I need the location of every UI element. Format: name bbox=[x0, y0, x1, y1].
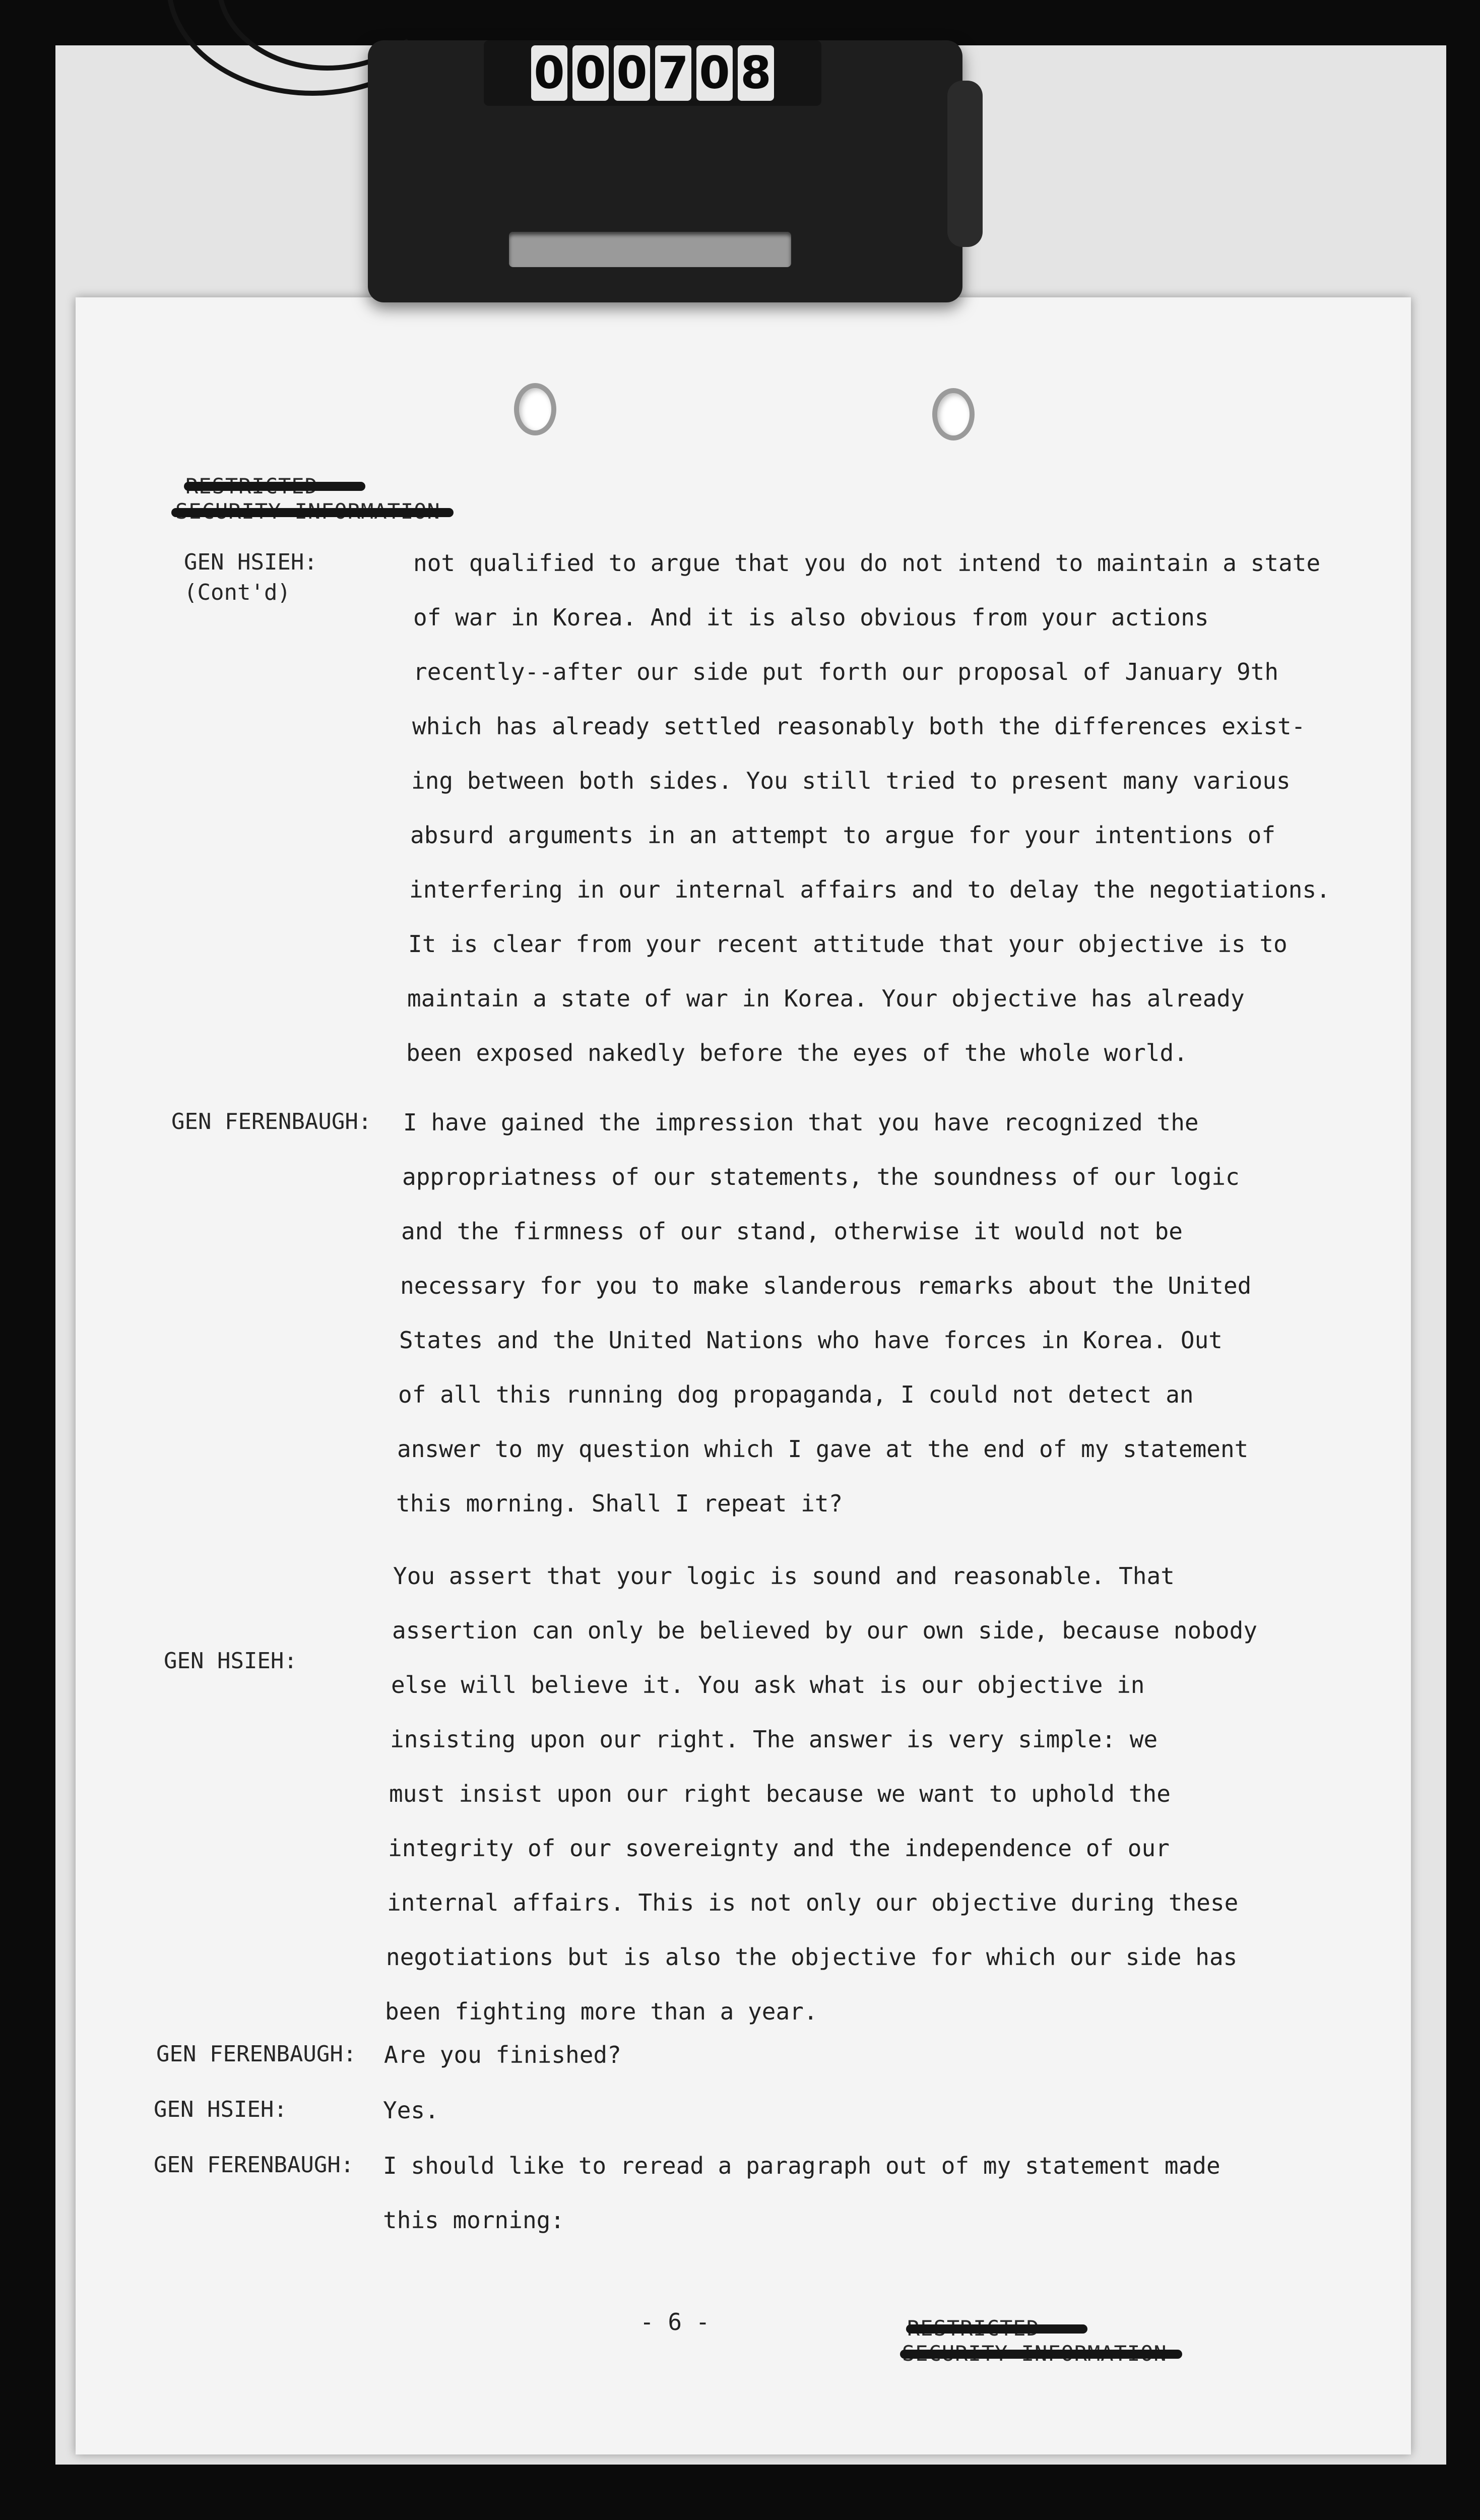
text-line: negotiations but is also the objective for which our side has bbox=[386, 1943, 1238, 1971]
text-line: Are you finished? bbox=[384, 2041, 621, 2068]
text-line: States and the United Nations who have forces in Korea. Out bbox=[399, 1327, 1222, 1354]
text-line: been exposed nakedly before the eyes of the whole world. bbox=[406, 1039, 1188, 1066]
punch-hole-right bbox=[932, 388, 975, 440]
text-line: interfering in our internal affairs and to delay the negotiations. bbox=[409, 876, 1330, 903]
frame-counter-display bbox=[484, 40, 821, 106]
text-line: of war in Korea. And it is also obvious from your actions bbox=[413, 604, 1209, 631]
text-line: Yes. bbox=[383, 2097, 439, 2124]
text-line: maintain a state of war in Korea. Your objective has already bbox=[407, 985, 1245, 1012]
header-strike-bar-2 bbox=[171, 508, 454, 517]
speaker-continued-note: (Cont'd) bbox=[184, 580, 291, 605]
counter-digit: 0 bbox=[614, 45, 650, 101]
document-page bbox=[76, 297, 1411, 2454]
speaker-gen-ferenbaugh-1: GEN FERENBAUGH: bbox=[171, 1109, 372, 1135]
speaker-gen-ferenbaugh-3: GEN FERENBAUGH: bbox=[154, 2152, 354, 2178]
text-line: must insist upon our right because we want to uphold the bbox=[389, 1780, 1171, 1807]
text-line: You assert that your logic is sound and reasonable. That bbox=[393, 1562, 1175, 1590]
text-line: ing between both sides. You still tried to present many various bbox=[411, 767, 1291, 794]
text-line: absurd arguments in an attempt to argue for your intentions of bbox=[410, 822, 1276, 849]
text-line: necessary for you to make slanderous remarks about the United bbox=[400, 1272, 1252, 1299]
text-line: this morning. Shall I repeat it? bbox=[396, 1490, 843, 1517]
counter-digit: 0 bbox=[531, 45, 567, 101]
speaker-gen-hsieh-1: GEN HSIEH: bbox=[184, 549, 317, 575]
text-line: appropriatness of our statements, the soundness of our logic bbox=[402, 1163, 1240, 1190]
header-strike-bar-1 bbox=[184, 482, 365, 491]
footer-strike-bar-1 bbox=[906, 2324, 1087, 2334]
counter-digit: 0 bbox=[572, 45, 609, 101]
text-line: insisting upon our right. The answer is very simple: we bbox=[390, 1726, 1158, 1753]
text-line: It is clear from your recent attitude that your objective is to bbox=[408, 930, 1288, 958]
speaker-gen-hsieh-2: GEN HSIEH: bbox=[164, 1648, 297, 1674]
page-number: - 6 - bbox=[640, 2308, 710, 2336]
text-line: integrity of our sovereignty and the independence of our bbox=[388, 1835, 1170, 1862]
text-line: and the firmness of our stand, otherwise it would not be bbox=[401, 1218, 1183, 1245]
text-line: of all this running dog propaganda, I could not detect an bbox=[398, 1381, 1194, 1408]
text-line: this morning: bbox=[383, 2207, 565, 2234]
counter-knob-icon bbox=[947, 81, 983, 247]
frame-counter-device bbox=[368, 40, 962, 302]
text-line: else will believe it. You ask what is our objective in bbox=[391, 1671, 1145, 1698]
speaker-gen-ferenbaugh-2: GEN FERENBAUGH: bbox=[156, 2041, 357, 2067]
counter-slot bbox=[509, 232, 791, 267]
text-line: been fighting more than a year. bbox=[385, 1998, 818, 2025]
counter-digit: 0 bbox=[696, 45, 733, 101]
text-line: internal affairs. This is not only our objective during these bbox=[387, 1889, 1239, 1916]
speaker-gen-hsieh-3: GEN HSIEH: bbox=[154, 2097, 287, 2122]
punch-hole-left bbox=[514, 383, 556, 435]
text-line: answer to my question which I gave at the end of my statement bbox=[397, 1435, 1249, 1463]
counter-digit: 8 bbox=[738, 45, 774, 101]
text-line: I have gained the impression that you have recognized the bbox=[403, 1109, 1199, 1136]
text-line: recently--after our side put forth our proposal of January 9th bbox=[413, 658, 1279, 685]
text-line: assertion can only be believed by our own side, because nobody bbox=[392, 1617, 1258, 1644]
text-line: which has already settled reasonably both the differences exist- bbox=[412, 713, 1306, 740]
text-line: I should like to reread a paragraph out of my statement made bbox=[383, 2152, 1220, 2179]
text-line: not qualified to argue that you do not intend to maintain a state bbox=[413, 549, 1321, 577]
counter-digit: 7 bbox=[655, 45, 691, 101]
footer-strike-bar-2 bbox=[900, 2350, 1182, 2359]
